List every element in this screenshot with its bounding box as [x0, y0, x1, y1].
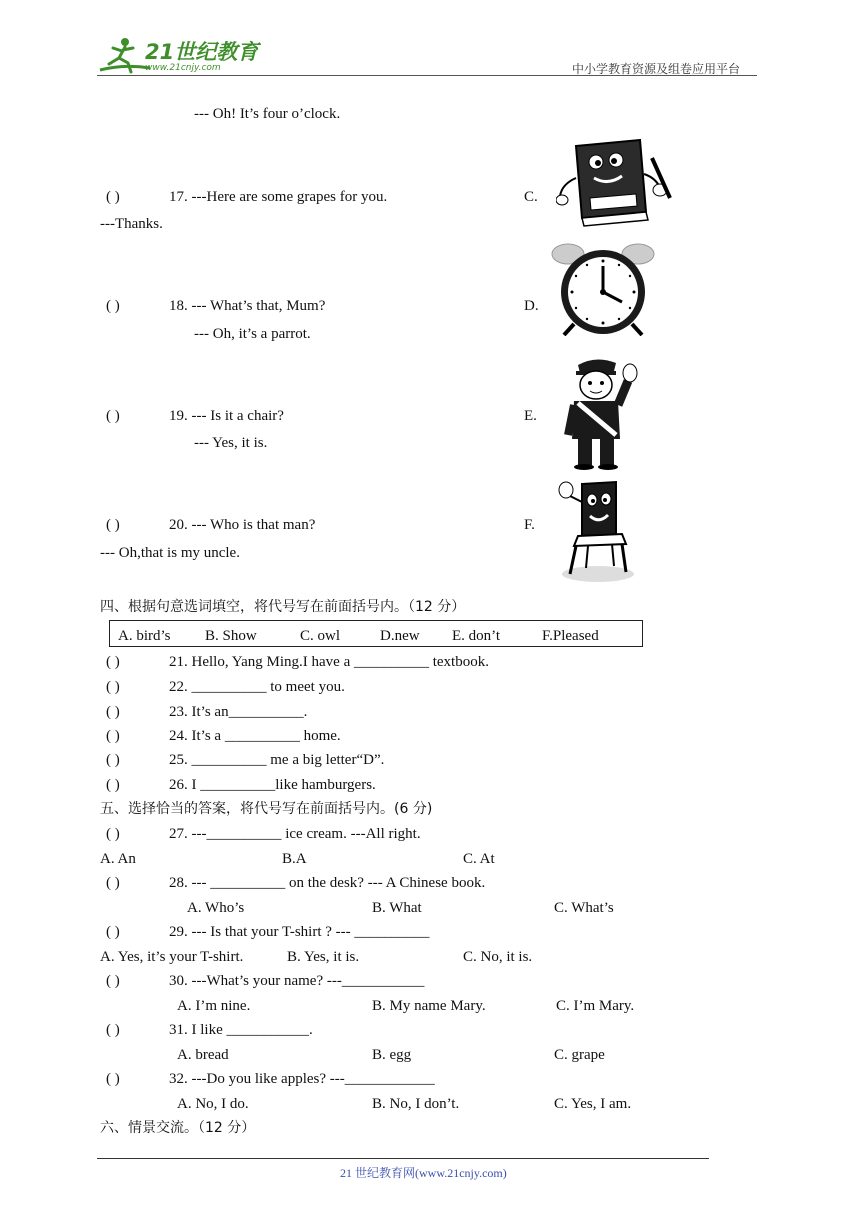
answer-paren: ( ) — [106, 752, 120, 768]
police-officer-picture — [562, 355, 644, 470]
choice-option: C. What’s — [554, 900, 614, 916]
fill-in-item-23: 23. It’s an__________. — [169, 704, 308, 720]
choice-option: A. An — [100, 851, 136, 867]
answer-paren: ( ) — [106, 728, 120, 744]
choice-option: B. egg — [372, 1047, 412, 1063]
answer-paren: ( ) — [106, 924, 120, 940]
question-20: 20. --- Who is that man? — [169, 517, 316, 533]
notebook-picture — [556, 138, 674, 230]
choice-option: C. I’m Mary. — [556, 998, 635, 1014]
choice-option: C. No, it is. — [463, 949, 533, 965]
reply-18: --- Oh, it’s a parrot. — [194, 326, 311, 342]
fill-in-item-24: 24. It’s a __________ home. — [169, 728, 341, 744]
alarm-clock-picture — [550, 240, 656, 336]
header-divider — [97, 75, 757, 76]
answer-paren: ( ) — [106, 408, 120, 424]
section-4-title: 四、根据句意选词填空，将代号写在前面括号内。（12 分） — [100, 599, 466, 615]
reply-19: --- Yes, it is. — [194, 435, 268, 451]
choice-option: C. Yes, I am. — [554, 1096, 632, 1112]
fill-in-item-25: 25. __________ me a big letter“D”. — [169, 752, 385, 768]
choice-question-29: 29. --- Is that your T-shirt ? --- __________ — [169, 924, 430, 940]
option-label-c: C. — [524, 189, 538, 205]
logo — [95, 36, 260, 76]
chair-picture — [556, 478, 638, 584]
carry-over-line: --- Oh! It’s four o’clock. — [194, 106, 341, 122]
choice-question-27: 27. ---__________ ice cream. ---All right. — [169, 826, 421, 842]
answer-paren: ( ) — [106, 517, 120, 533]
answer-paren: ( ) — [106, 1071, 120, 1087]
footer-divider — [97, 1158, 709, 1159]
answer-paren: ( ) — [106, 1022, 120, 1038]
word-option: B. Show — [205, 628, 257, 644]
fill-in-item-22: 22. __________ to meet you. — [169, 679, 345, 695]
word-option: C. owl — [300, 628, 341, 644]
answer-paren: ( ) — [106, 875, 120, 891]
word-option: F.Pleased — [542, 628, 599, 644]
platform-name: 中小学教育资源及组卷应用平台 — [572, 62, 741, 76]
fill-in-item-21: 21. Hello, Yang Ming.I have a __________ textbook. — [169, 654, 489, 670]
choice-option: A. bread — [177, 1047, 229, 1063]
choice-option: B.A — [282, 851, 307, 867]
answer-paren: ( ) — [106, 973, 120, 989]
fill-in-item-26: 26. I __________like hamburgers. — [169, 777, 376, 793]
answer-paren: ( ) — [106, 679, 120, 695]
option-label-f: F. — [524, 517, 535, 533]
choice-option: A. No, I do. — [177, 1096, 249, 1112]
word-option: E. don’t — [452, 628, 501, 644]
logo-url-text: www.21cnjy.com — [145, 63, 221, 73]
footer-text: 21 世纪教育网(www.21cnjy.com) — [340, 1166, 507, 1180]
reply-20: --- Oh,that is my uncle. — [100, 545, 240, 561]
section-6-title: 六、情景交流。（12 分） — [100, 1120, 256, 1136]
answer-paren: ( ) — [106, 189, 120, 205]
question-19: 19. --- Is it a chair? — [169, 408, 284, 424]
word-option: D.new — [380, 628, 420, 644]
option-label-d: D. — [524, 298, 539, 314]
choice-question-30: 30. ---What’s your name? ---___________ — [169, 973, 425, 989]
choice-question-28: 28. --- __________ on the desk? --- A Chinese book. — [169, 875, 486, 891]
logo-main-text: 21世纪教育 — [145, 40, 259, 64]
answer-paren: ( ) — [106, 777, 120, 793]
answer-paren: ( ) — [106, 826, 120, 842]
choice-option: B. No, I don’t. — [372, 1096, 460, 1112]
answer-paren: ( ) — [106, 298, 120, 314]
choice-option: B. What — [372, 900, 422, 916]
answer-paren: ( ) — [106, 704, 120, 720]
choice-option: A. Yes, it’s your T-shirt. — [100, 949, 244, 965]
answer-paren: ( ) — [106, 654, 120, 670]
choice-question-31: 31. I like ___________. — [169, 1022, 313, 1038]
question-18: 18. --- What’s that, Mum? — [169, 298, 326, 314]
reply-17: ---Thanks. — [100, 216, 163, 232]
choice-option: A. Who’s — [187, 900, 245, 916]
choice-question-32: 32. ---Do you like apples? ---____________ — [169, 1071, 435, 1087]
section-5-title: 五、选择恰当的答案，将代号写在前面括号内。(6 分) — [100, 801, 433, 817]
choice-option: C. At — [463, 851, 495, 867]
word-option: A. bird’s — [118, 628, 171, 644]
choice-option: B. Yes, it is. — [287, 949, 360, 965]
choice-option: A. I’m nine. — [177, 998, 251, 1014]
choice-option: B. My name Mary. — [372, 998, 486, 1014]
question-17: 17. ---Here are some grapes for you. — [169, 189, 388, 205]
option-label-e: E. — [524, 408, 537, 424]
choice-option: C. grape — [554, 1047, 605, 1063]
